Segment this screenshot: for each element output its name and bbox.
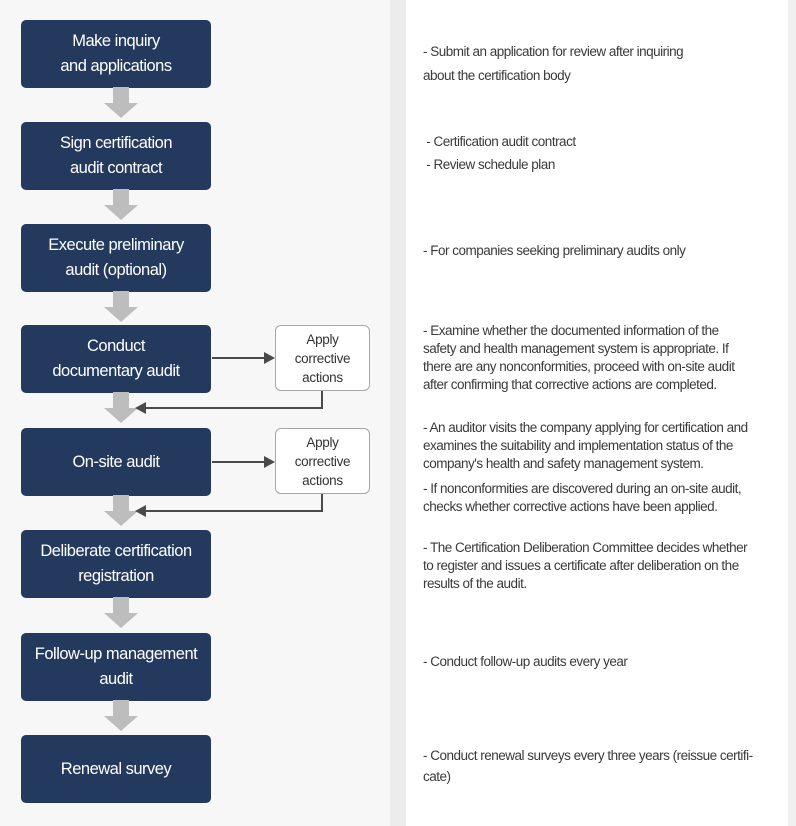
step-box-preliminary-audit — [21, 224, 211, 292]
connector-line — [146, 407, 323, 409]
step-label-line: registration — [78, 567, 154, 585]
note-line: there are any nonconformities, proceed with on-site audit — [423, 359, 735, 374]
step-box-documentary-audit — [21, 325, 211, 393]
flow-down-arrow-icon — [104, 597, 138, 628]
note-preliminary-audit — [423, 240, 685, 262]
note-onsite-audit-2 — [423, 480, 741, 516]
corrective-label-line: Apply — [306, 331, 339, 347]
left-arrowhead-icon — [135, 505, 146, 517]
flow-down-arrow-icon — [104, 495, 138, 526]
note-sign-contract — [423, 130, 576, 176]
flow-down-arrow-icon — [104, 291, 138, 322]
note-line: - Examine whether the documented information of the — [423, 323, 719, 338]
step-label-line: Execute preliminary — [48, 236, 184, 254]
note-line: company's health and safety management system. — [423, 456, 704, 471]
step-box-followup-audit — [21, 633, 211, 701]
note-documentary-audit — [423, 322, 734, 394]
step-box-make-inquiry — [21, 20, 211, 88]
note-line: - Certification audit contract — [423, 134, 576, 149]
step-label-line: audit — [99, 670, 133, 688]
note-line: - Conduct renewal surveys every three years (reissue certifi- — [423, 748, 753, 763]
step-label-line: Conduct — [87, 337, 145, 355]
corrective-actions-box-documentary — [275, 325, 370, 391]
right-arrowhead-icon — [264, 456, 275, 468]
right-arrowhead-icon — [264, 352, 275, 364]
note-line: safety and health management system is appropriate. If — [423, 341, 729, 356]
flow-down-arrow-icon — [104, 87, 138, 118]
step-label-line: Follow-up management — [34, 645, 198, 663]
step-label-line: Sign certification — [59, 134, 173, 152]
step-box-onsite-audit — [21, 428, 211, 496]
step-label-line: audit contract — [69, 159, 163, 177]
note-line: to register and issues a certificate after deliberation on the — [423, 558, 739, 573]
flow-down-arrow-icon — [104, 700, 138, 731]
step-label-line: Make inquiry — [72, 32, 160, 50]
step-label-line: documentary audit — [52, 362, 180, 380]
step-box-sign-contract — [21, 122, 211, 190]
corrective-label-line: actions — [302, 369, 343, 385]
corrective-actions-box-onsite — [275, 428, 370, 494]
note-onsite-audit-1 — [423, 419, 748, 473]
panel-divider — [390, 0, 406, 826]
note-line: - An auditor visits the company applying for certification and — [423, 420, 748, 435]
step-label-line: On-site audit — [72, 452, 160, 471]
note-line: after confirming that corrective actions are completed. — [423, 377, 717, 392]
note-line: checks whether corrective actions have been applied. — [423, 499, 718, 514]
step-box-renewal-survey — [21, 735, 211, 803]
note-make-inquiry — [423, 40, 683, 88]
note-line: - If nonconformities are discovered during an on-site audit, — [423, 481, 742, 496]
connector-line — [212, 461, 265, 463]
corrective-label-line: corrective — [294, 453, 351, 469]
note-line: examines the suitability and implementation status of the — [423, 438, 733, 453]
left-arrowhead-icon — [135, 402, 146, 414]
step-label-line: Renewal survey — [60, 759, 172, 778]
flow-down-arrow-icon — [104, 392, 138, 423]
flow-down-arrow-icon — [104, 189, 138, 220]
corrective-label-line: Apply — [306, 434, 339, 450]
connector-line — [212, 357, 265, 359]
note-line: - Submit an application for review after inquiring — [423, 44, 684, 59]
step-label-line: audit (optional) — [65, 261, 167, 279]
connector-line — [146, 510, 323, 512]
note-line: - Conduct follow-up audits every year — [423, 654, 628, 669]
note-line: - For companies seeking preliminary audits only — [423, 243, 686, 258]
corrective-label-line: corrective — [294, 350, 351, 366]
corrective-label-line: actions — [302, 472, 343, 488]
note-renewal-survey — [423, 745, 753, 787]
note-line: cate) — [423, 769, 451, 784]
note-line: - Review schedule plan — [423, 157, 555, 172]
note-line: results of the audit. — [423, 576, 527, 591]
note-line: - The Certification Deliberation Committee decides whether — [423, 540, 748, 555]
note-line: about the certification body — [423, 68, 571, 83]
step-label-line: Deliberate certification — [40, 542, 192, 560]
note-followup-audit — [423, 651, 627, 673]
right-edge-gutter — [788, 0, 796, 826]
note-deliberate-registration — [423, 539, 747, 593]
step-label-line: and applications — [60, 57, 172, 75]
step-box-deliberate-registration — [21, 530, 211, 598]
